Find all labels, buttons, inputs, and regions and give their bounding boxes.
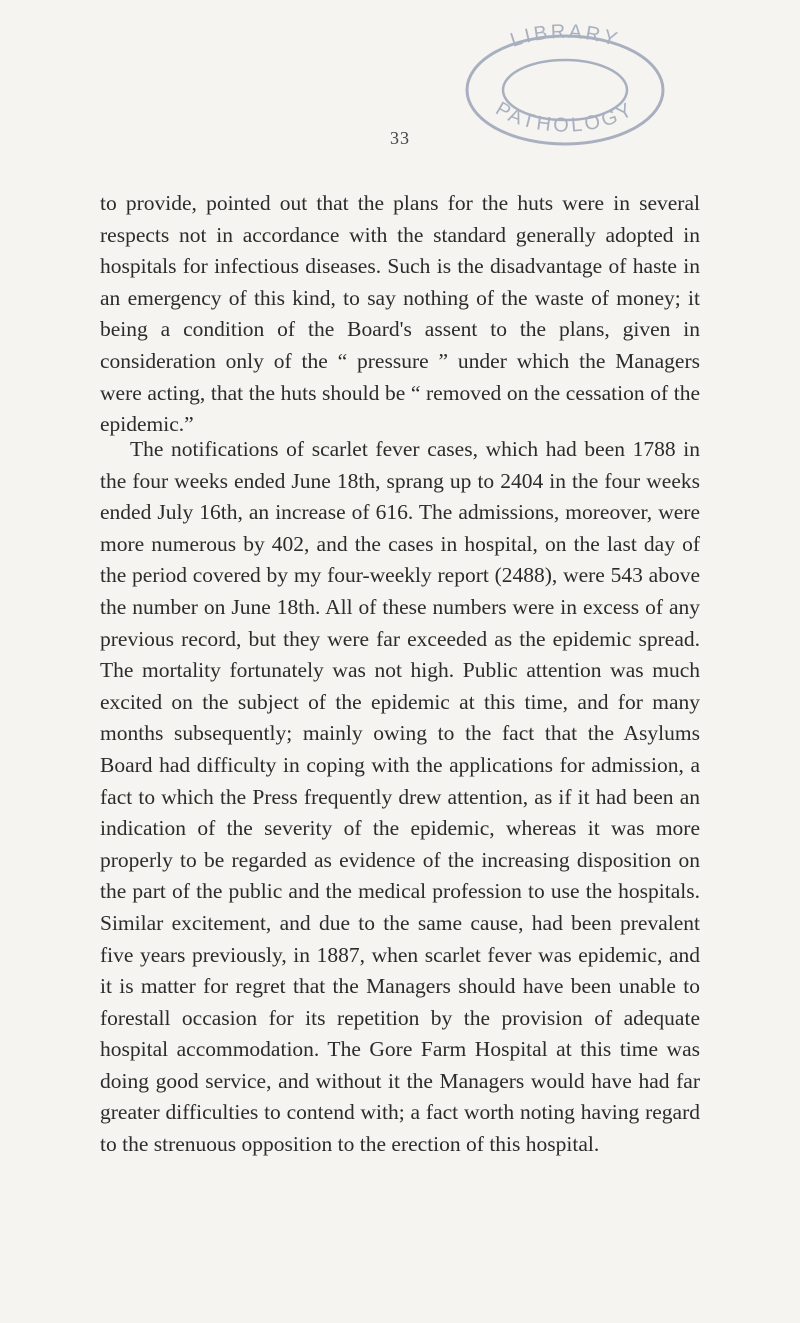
stamp-bottom-text: PATHOLOGY	[491, 97, 639, 137]
stamp-top-text: LIBRARY	[507, 20, 623, 52]
paragraph-2: The notifications of scarlet fever cases, which had been 1788 in the four weeks ended June 18th, sprang up to 2404 in the four weeks ended July 16th, an increase of 616. The admissions, moreover, were more numerous by 402, and the cases in hospital, on the last day of the period covered by my four-weekly report (2488), were 543 above the number on June 18th. All of these numbers were in excess of any previous record, but they were far exceeded as the epidemic spread. The mortality fortunately was not high. Public attention was much excited on the subject of the epidemic at this time, and for many months subsequently; mainly owing to the fact that the Asylums Board had difficulty in coping with the applications for admission, a fact to which the Press frequently drew attention, as if it had been an indication of the severity of the epidemic, whereas it was more properly to be regarded as evidence of the increasing disposition on the part of the public and the medical profession to use the hospitals. Similar excitement, and due to the same cause, had been prevalent five years previously, in 1887, when scarlet fever was epidemic, and it is matter for regret that the Managers should have been unable to forestall occasion for its repetition by the provision of adequate hospital accommodation. The Gore Farm Hospital at this time was doing good service, and without it the Managers would have had far greater difficulties to contend with; a fact worth noting having regard to the strenuous opposition to the erection of this hospital.	[100, 437, 700, 1157]
paragraph-1: to provide, pointed out that the plans for the huts were in several respects not in accordance with the standard generally adopted in hospitals for infectious diseases. Such is the disadvantage of haste in an emergency of this kind, to say nothing of the waste of money; it being a condition of the Board's assent to the plans, given in consideration only of the “ pressure ” under which the Managers were acting, that the huts should be “ removed on the cessation of the epidemic.”	[100, 191, 700, 437]
page-number: 33	[390, 128, 410, 148]
